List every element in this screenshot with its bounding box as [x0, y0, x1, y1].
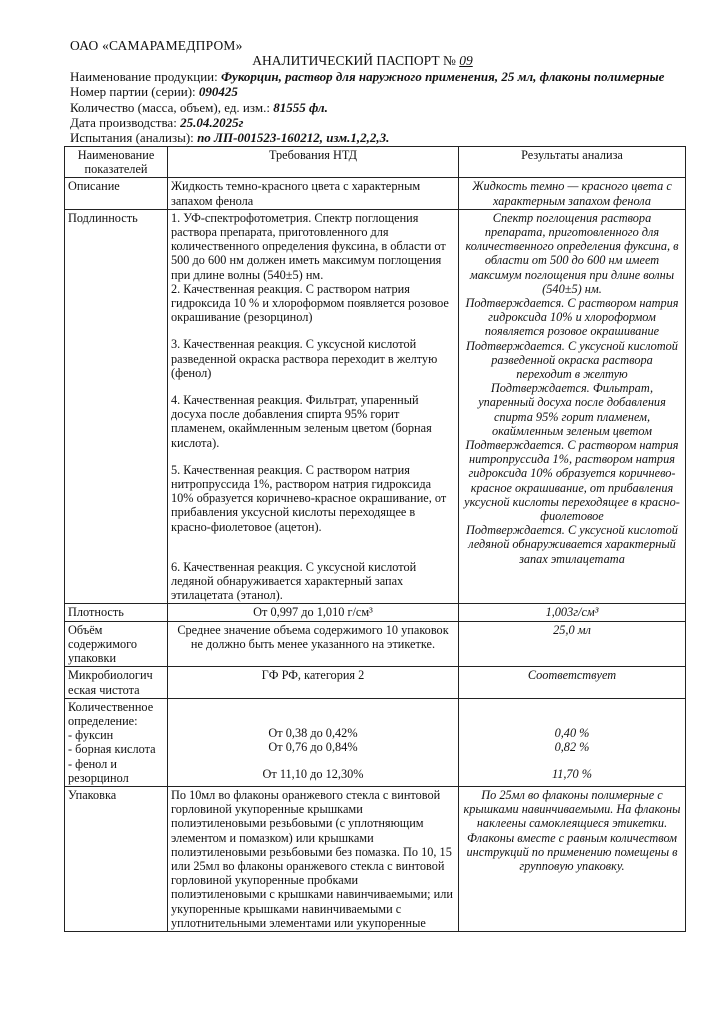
- product-line: [70, 69, 664, 84]
- identity-res-3: Подтверждается. С уксусной кислотой разведенной окраска раствора переходит в желтую: [466, 338, 678, 382]
- batch-label: Номер партии (серии):: [70, 84, 196, 99]
- identity-req-3: 3. Качественная реакция. С уксусной кислотой разведенной окраска раствора переходит в желтую (фенол): [171, 337, 438, 380]
- assay-boric-name: - борная кислота: [68, 742, 156, 757]
- date-value: 25.04.2025г: [180, 115, 244, 130]
- identity-res-5: Подтверждается. С раствором натрия нитропруссида 1%, раствором натрия гидроксида 10% образуется коричнево-красное окрашивание, от прибавления уксусной кислоты переходящее в красно-фиолетовое: [464, 438, 680, 524]
- identity-res-4: Подтверждается. Фильтрат, упаренный досуха после добавления спирта 95% горит пламенем, окаймленным зеленым цветом: [478, 381, 666, 438]
- assay-title: Количественное определение:: [68, 699, 154, 728]
- identity-req-5: 5. Качественная реакция. С раствором натрия нитропруссида 1%, раствором натрия гидроксида 10% образуется коричнево-красное окрашивание, от прибавления уксусной кислоты переходящее в красно-фиолетовое (ацетон).: [171, 462, 447, 534]
- row-requirement: От 0,997 до 1,010 г/см³: [168, 604, 459, 621]
- assay-fuchsin-req: От 0,38 до 0,42%: [268, 725, 358, 740]
- quantity-line: [70, 100, 328, 115]
- row-result: 25,0 мл: [459, 621, 686, 667]
- row-result: Соответствует: [459, 667, 686, 698]
- table-row-description: [65, 178, 686, 209]
- row-result: [459, 786, 686, 931]
- row-result: 1,003г/см³: [459, 604, 686, 621]
- col-header-name: Наименование показателей: [65, 147, 168, 178]
- row-result: Жидкость темно — красного цвета с характерным запахом фенола: [459, 178, 686, 209]
- table-row-assay: [65, 698, 686, 786]
- assay-boric-res: 0,82 %: [554, 739, 590, 754]
- quantity-value: 81555 фл.: [273, 100, 328, 115]
- date-label: Дата производства:: [70, 115, 177, 130]
- row-result: [459, 698, 686, 786]
- row-name: Описание: [65, 178, 168, 209]
- table-row-identity: [65, 209, 686, 604]
- quantity-label: Количество (масса, объем), ед. изм.:: [70, 100, 270, 115]
- date-line: [70, 115, 243, 130]
- assay-phenol-name: - фенол и резорцинол: [68, 756, 129, 785]
- identity-res-2: Подтверждается. С раствором натрия гидроксида 10% и хлороформом появляется розовое окрашивание: [465, 296, 679, 339]
- table-row-packaging: [65, 786, 686, 931]
- tests-label: Испытания (анализы):: [70, 130, 194, 145]
- table-header-row: [65, 147, 686, 178]
- identity-res-6: Подтверждается. С уксусной кислотой ледяной обнаруживается характерный запах этилацетата: [466, 523, 678, 566]
- row-name: [65, 667, 168, 698]
- organization-name: ОАО «САМАРАМЕДПРОМ»: [70, 38, 243, 53]
- row-name: Объём содержимого упаковки: [65, 621, 168, 667]
- packaging-res-2: Флаконы вместе с равным количеством инструкций по применению помещены в групповую упаковку.: [466, 830, 678, 873]
- table-row-microbiology: [65, 667, 686, 698]
- analysis-table: [64, 146, 686, 932]
- row-name: [65, 698, 168, 786]
- passport-number: 09: [459, 53, 473, 68]
- batch-value: 090425: [198, 84, 238, 99]
- table-row-volume: [65, 621, 686, 667]
- batch-line: [70, 84, 238, 99]
- row-name: Подлинность: [65, 209, 168, 604]
- row-requirement: Среднее значение объема содержимого 10 упаковок не должно быть менее указанного на этикетке.: [168, 621, 459, 667]
- product-value: Фукорцин, раствор для наружного применения, 25 мл, флаконы полимерные: [221, 69, 665, 84]
- tests-value: по ЛП-001523-160212, изм.1,2,2,3.: [197, 130, 390, 145]
- row-name: Упаковка: [65, 786, 168, 931]
- row-requirement: [168, 698, 459, 786]
- identity-req-4: 4. Качественная реакция. Фильтрат, упаренный досуха после добавления спирта 95% горит пламенем, окаймленным зеленым цветом (борная кислота).: [171, 393, 432, 450]
- row-requirement: [168, 209, 459, 604]
- row-requirement: По 10мл во флаконы оранжевого стекла с винтовой горловиной укупоренные крышками полиэтиленовыми резьбовыми (с уплотняющим элементом и помазком) или крышками полиэтиленовыми резьбовыми без помазка. По 10, 15 или 25мл во флаконы оранжевого стекла с винтовой горловиной укупоренные пробками полиэтиленовыми с крышками навинчиваемыми; или укупоренные крышками навинчиваемыми с уплотнительными элементами или укупоренные: [168, 786, 459, 931]
- packaging-res-1: По 25мл во флаконы полимерные с крышками навинчиваемыми. На флаконы наклеены самоклеящиеся этикетки.: [463, 787, 681, 831]
- identity-res-1: Спектр поглощения раствора препарата, приготовленного для количественного определения фуксина, в области от 500 до 600 нм имеет максимум поглощения при длине волны (540±5) нм.: [465, 210, 679, 296]
- row-result: [459, 209, 686, 604]
- identity-req-1: 1. УФ-спектрофотометрия. Спектр поглощения раствора препарата, приготовленного для количественного определения фуксина, в области от 500 до 600 нм должен иметь максимум поглощения при длине волны (540±5) нм.: [171, 210, 446, 282]
- product-label: Наименование продукции:: [70, 69, 218, 84]
- assay-fuchsin-name: - фуксин: [68, 728, 114, 743]
- assay-phenol-req: От 11,10 до 12,30%: [262, 767, 364, 782]
- title-prefix: АНАЛИТИЧЕСКИЙ ПАСПОРТ №: [252, 53, 456, 68]
- assay-boric-req: От 0,76 до 0,84%: [268, 739, 358, 754]
- col-header-results: Результаты анализа: [459, 147, 686, 178]
- row-requirement: Жидкость темно-красного цвета с характерным запахом фенола: [168, 178, 459, 209]
- row-requirement: ГФ РФ, категория 2: [168, 667, 459, 698]
- micro-name-part-2: еская чистота: [68, 682, 140, 697]
- tests-line: [70, 130, 389, 145]
- table-row-density: [65, 604, 686, 621]
- assay-fuchsin-res: 0,40 %: [554, 725, 590, 740]
- identity-req-6: 6. Качественная реакция. С уксусной кислотой ледяной обнаруживается характерный запах этилацетата (этанол).: [171, 559, 417, 603]
- assay-phenol-res: 11,70 %: [551, 767, 593, 782]
- col-header-requirements: Требования НТД: [168, 147, 459, 178]
- document-title: [0, 53, 725, 69]
- row-name: Плотность: [65, 604, 168, 621]
- micro-name-part-1: Микробиологич: [68, 668, 153, 683]
- identity-req-2: 2. Качественная реакция. С раствором натрия гидроксида 10 % и хлороформом появляется розовое окрашивание (резорцинол): [171, 281, 449, 325]
